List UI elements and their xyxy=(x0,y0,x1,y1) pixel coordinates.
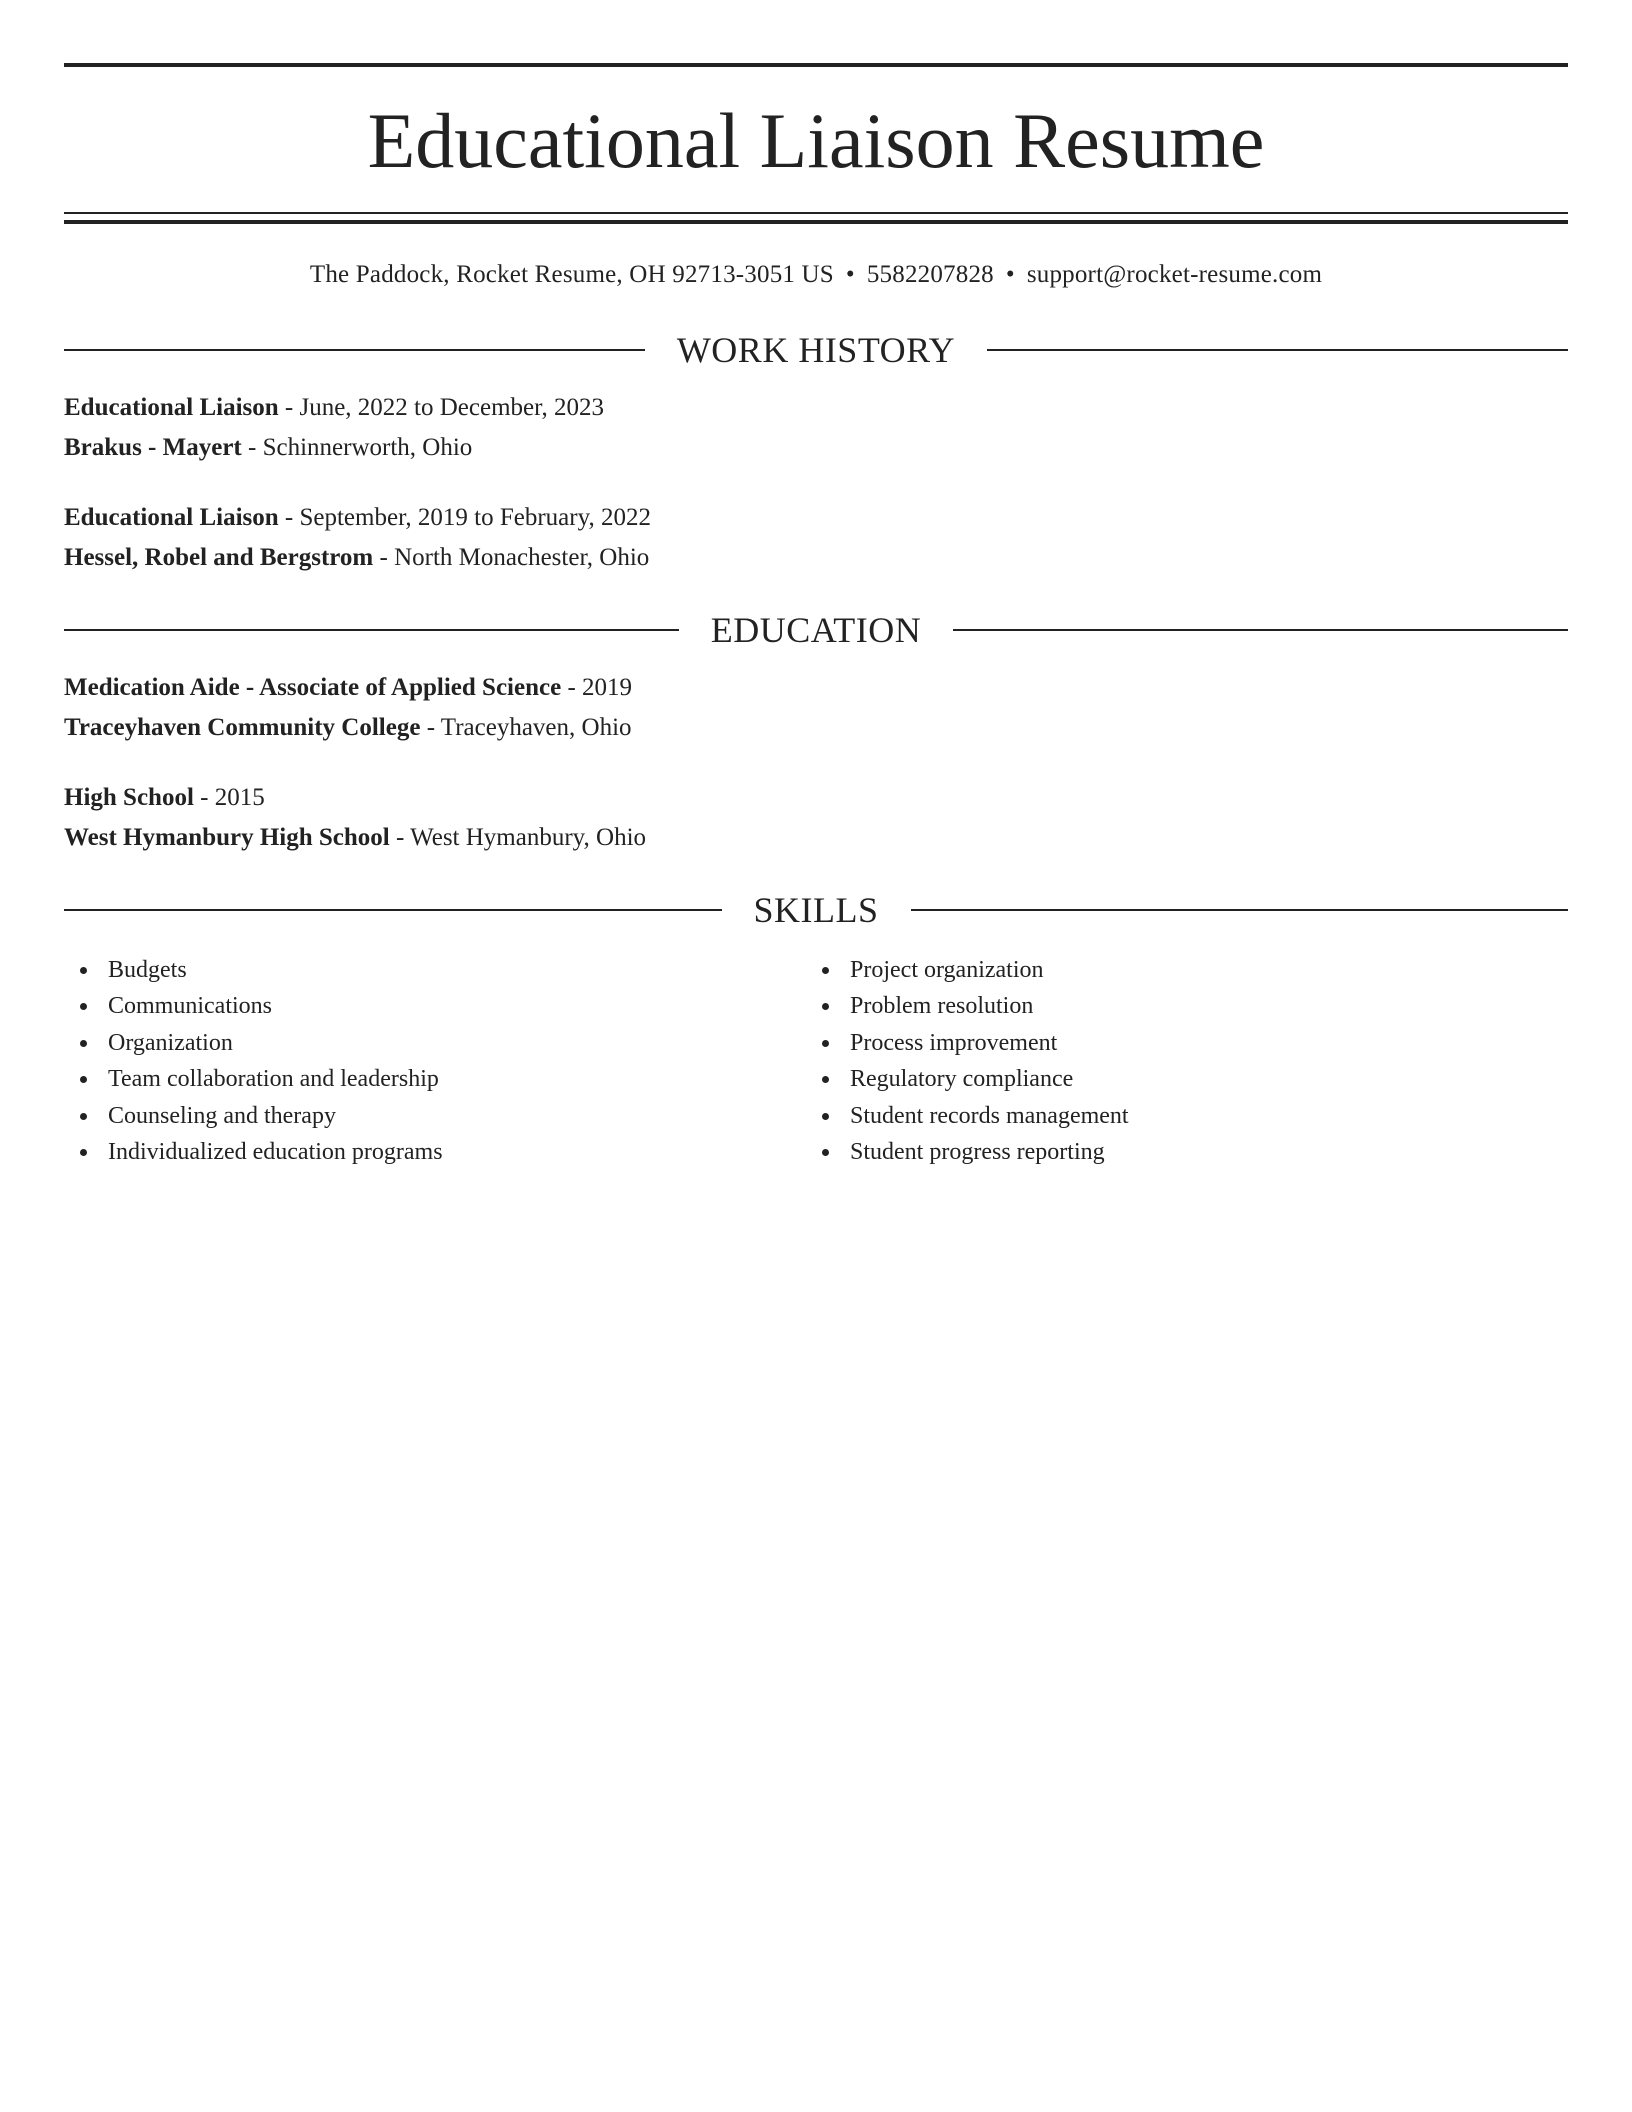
job-position: Educational Liaison xyxy=(64,394,279,421)
education-entry-school-line xyxy=(64,818,1568,858)
work-history-list xyxy=(64,388,1568,578)
top-rule xyxy=(64,63,1568,67)
work-entry-title-line xyxy=(64,498,1568,538)
contact-separator: • xyxy=(1005,261,1015,288)
section-heading-work-history xyxy=(64,330,1568,370)
bullet-icon xyxy=(80,1113,87,1120)
education-list xyxy=(64,668,1568,858)
skill-item xyxy=(64,952,806,988)
bullet-icon xyxy=(80,1040,87,1047)
divider-line xyxy=(64,349,645,351)
skill-item xyxy=(806,1098,1548,1134)
skill-item xyxy=(64,1061,806,1097)
bullet-icon xyxy=(822,1149,829,1156)
bullet-icon xyxy=(822,1076,829,1083)
contact-email: support@rocket-resume.com xyxy=(1026,261,1323,288)
contact-line xyxy=(64,260,1568,290)
skills-list-right xyxy=(806,952,1548,1170)
divider-line xyxy=(64,909,722,911)
section-title-skills: SKILLS xyxy=(753,890,879,930)
skill-label: Organization xyxy=(108,1029,233,1056)
bullet-icon xyxy=(822,1040,829,1047)
skill-item xyxy=(806,1134,1548,1170)
section-title-education: EDUCATION xyxy=(710,610,922,650)
work-entry-company-line xyxy=(64,428,1568,468)
bullet-icon xyxy=(80,1076,87,1083)
skill-item xyxy=(806,988,1548,1024)
skill-label: Student progress reporting xyxy=(850,1139,1105,1166)
job-company: Brakus - Mayert xyxy=(64,434,242,461)
bullet-icon xyxy=(80,967,87,974)
skill-label: Counseling and therapy xyxy=(108,1102,336,1129)
contact-address: The Paddock, Rocket Resume, OH 92713-3051 US xyxy=(309,261,834,288)
job-location: - Schinnerworth, Ohio xyxy=(241,434,473,461)
work-entry xyxy=(64,388,1568,468)
education-location: - Traceyhaven, Ohio xyxy=(420,714,632,741)
section-heading-skills xyxy=(64,890,1568,930)
skill-label: Team collaboration and leadership xyxy=(108,1066,439,1093)
divider-line xyxy=(64,629,679,631)
education-entry xyxy=(64,778,1568,858)
bullet-icon xyxy=(80,1149,87,1156)
contact-separator: • xyxy=(845,261,855,288)
education-entry-school-line xyxy=(64,708,1568,748)
education-school: Traceyhaven Community College xyxy=(64,714,421,741)
job-dates: - June, 2022 to December, 2023 xyxy=(278,394,604,421)
education-degree: High School xyxy=(64,784,194,811)
section-title-work-history: WORK HISTORY xyxy=(676,330,956,370)
job-location: - North Monachester, Ohio xyxy=(373,544,650,571)
bullet-icon xyxy=(822,1113,829,1120)
skill-label: Process improvement xyxy=(850,1029,1058,1056)
section-heading-education xyxy=(64,610,1568,650)
job-dates: - September, 2019 to February, 2022 xyxy=(278,504,651,531)
skill-label: Communications xyxy=(108,993,272,1020)
skill-item xyxy=(806,1061,1548,1097)
skill-item xyxy=(64,1134,806,1170)
skill-item xyxy=(806,952,1548,988)
resume-title: Educational Liaison Resume xyxy=(367,97,1265,184)
title-double-rule xyxy=(64,212,1568,224)
bullet-icon xyxy=(80,1003,87,1010)
skill-item xyxy=(64,1025,806,1061)
education-entry-degree-line xyxy=(64,778,1568,818)
work-entry-title-line xyxy=(64,388,1568,428)
skill-label: Problem resolution xyxy=(850,993,1034,1020)
skills-columns xyxy=(64,952,1568,1170)
skill-label: Student records management xyxy=(850,1102,1129,1129)
education-year: - 2019 xyxy=(561,674,633,701)
skill-label: Project organization xyxy=(850,957,1044,983)
skill-label: Individualized education programs xyxy=(108,1139,443,1166)
job-company: Hessel, Robel and Bergstrom xyxy=(64,544,374,571)
bullet-icon xyxy=(822,967,829,974)
skill-item xyxy=(64,988,806,1024)
skills-list-left xyxy=(64,952,806,1170)
divider-line xyxy=(911,909,1569,911)
education-year: - 2015 xyxy=(193,784,265,811)
skill-item xyxy=(64,1098,806,1134)
divider-line xyxy=(987,349,1568,351)
job-position: Educational Liaison xyxy=(64,504,279,531)
skill-label: Budgets xyxy=(108,957,187,983)
education-school: West Hymanbury High School xyxy=(64,824,390,851)
contact-phone: 5582207828 xyxy=(866,261,994,288)
work-entry-company-line xyxy=(64,538,1568,578)
bullet-icon xyxy=(822,1003,829,1010)
work-entry xyxy=(64,498,1568,578)
education-entry xyxy=(64,668,1568,748)
education-entry-degree-line xyxy=(64,668,1568,708)
divider-line xyxy=(953,629,1568,631)
skill-label: Regulatory compliance xyxy=(850,1066,1074,1093)
education-degree: Medication Aide - Associate of Applied Science xyxy=(64,674,562,701)
skill-item xyxy=(806,1025,1548,1061)
education-location: - West Hymanbury, Ohio xyxy=(389,824,647,851)
